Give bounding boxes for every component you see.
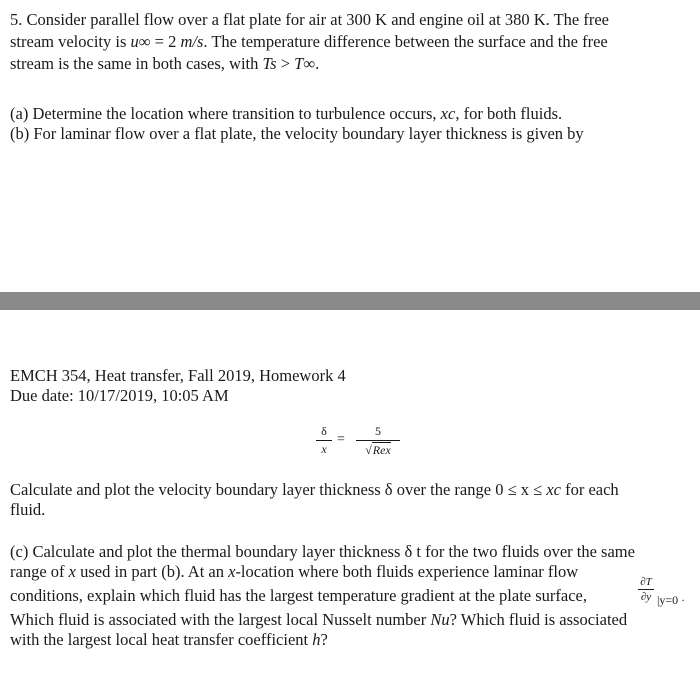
- text: Which fluid is associated with the largest local Nusselt number: [10, 610, 431, 629]
- text: . The temperature difference between the surface and the free: [203, 32, 608, 51]
- text: (c) Calculate and plot the thermal boundary layer thickness δ t for the two fluids over the same: [10, 542, 635, 561]
- course-header: [10, 366, 346, 386]
- text: .: [315, 54, 320, 73]
- eq-sqrt: √Rex: [365, 443, 391, 457]
- text: (b) For laminar flow over a flat plate, the velocity boundary layer thickness is given by: [10, 124, 584, 143]
- problem-line-1: [10, 10, 609, 30]
- text: 5. Consider parallel flow over a flat plate for air at 300 K and engine oil at 380 K. The free: [10, 10, 609, 29]
- text: ? Which fluid is associated: [449, 610, 628, 629]
- page-divider: [0, 292, 700, 310]
- part-c-line-4: [10, 610, 627, 630]
- eq-x: x: [321, 442, 327, 456]
- part-c-line-5: [10, 630, 328, 650]
- eq-lhs-fraction: [316, 424, 332, 457]
- text: = 2: [150, 32, 181, 51]
- math-x: x: [68, 562, 76, 581]
- gradient-eval: [657, 590, 685, 610]
- math-u-inf: u∞: [130, 32, 151, 51]
- eq-five: 5: [356, 424, 400, 441]
- math-unit: m/s: [180, 32, 204, 51]
- math-h: h: [312, 630, 321, 649]
- text: ?: [320, 630, 328, 649]
- text: -location where both fluids experience laminar flow: [235, 562, 579, 581]
- text: fluid.: [10, 500, 46, 519]
- math-xc: xc: [440, 104, 456, 123]
- eq-equals: =: [337, 432, 345, 447]
- part-b: [10, 124, 584, 144]
- due-date: [10, 386, 229, 406]
- calc-line-1: [10, 480, 619, 500]
- calc-line-2: [10, 500, 45, 520]
- math-nu: Nu: [430, 610, 450, 629]
- text: stream is the same in both cases, with: [10, 54, 263, 73]
- page-bottom: [0, 310, 700, 673]
- part-c-line-2: [10, 562, 578, 582]
- math-xc: xc: [546, 480, 561, 499]
- math-t-inf: T∞: [294, 54, 316, 73]
- page-top: [0, 0, 700, 292]
- eq-rhs-fraction: [356, 424, 400, 458]
- text: range of: [10, 562, 69, 581]
- eq-delta: δ: [316, 424, 332, 441]
- part-c-line-1: [10, 542, 635, 562]
- text: Due date: 10/17/2019, 10:05 AM: [10, 386, 229, 405]
- text: used in part (b). At an: [75, 562, 229, 581]
- text: (a) Determine the location where transition to turbulence occurs,: [10, 104, 441, 123]
- text: stream velocity is: [10, 32, 131, 51]
- text: >: [276, 54, 295, 73]
- partial-t: ∂T: [638, 576, 654, 590]
- text: Calculate and plot the velocity boundary layer thickness δ over the range 0 ≤ x ≤: [10, 480, 547, 499]
- text: for each: [560, 480, 619, 499]
- part-c-line-3: [10, 586, 587, 606]
- math-ts: Ts: [262, 54, 277, 73]
- text: EMCH 354, Heat transfer, Fall 2019, Homework 4: [10, 366, 346, 385]
- gradient-fraction: [638, 576, 654, 603]
- partial-y: ∂y: [640, 591, 652, 603]
- problem-line-2: [10, 32, 608, 52]
- text: |y=0 ·: [657, 593, 686, 607]
- eq-re: Rex: [372, 443, 391, 457]
- text: , for both fluids.: [455, 104, 563, 123]
- math-x: x: [228, 562, 236, 581]
- part-a: [10, 104, 562, 124]
- text: with the largest local heat transfer coefficient: [10, 630, 313, 649]
- text: conditions, explain which fluid has the largest temperature gradient at the plate surface,: [10, 586, 587, 605]
- problem-line-3: [10, 54, 319, 74]
